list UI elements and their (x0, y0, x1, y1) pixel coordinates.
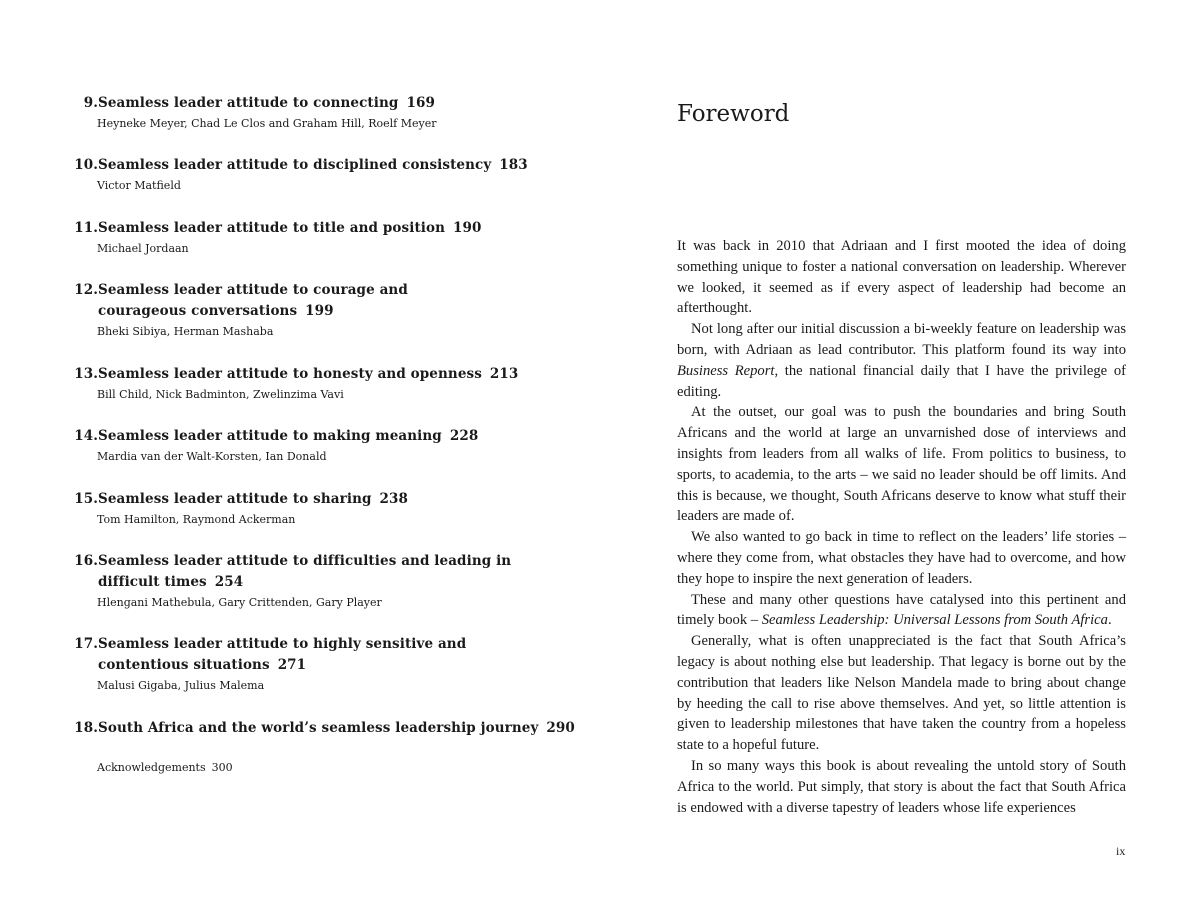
toc-entry-title (71, 218, 591, 239)
toc-entry-number: 18. (74, 720, 98, 736)
toc-entry-line-text: courageous conversations (98, 303, 298, 319)
toc-entry-line (98, 551, 511, 572)
toc-entry-names: Hlengani Mathebula, Gary Crittenden, Gary Player (97, 596, 382, 609)
toc-entry-names: Bheki Sibiya, Herman Mashaba (97, 325, 274, 338)
toc-entry-page: 183 (499, 157, 528, 173)
toc-entry-line-text: Seamless leader attitude to connecting (98, 95, 399, 111)
toc-entry-line-text: Seamless leader attitude to sharing (98, 491, 372, 507)
toc-entry-names: Heyneke Meyer, Chad Le Clos and Graham Hill, Roelf Meyer (97, 117, 437, 130)
foreword-paragraph (677, 631, 1126, 756)
toc-entry-number: 14. (74, 428, 98, 444)
toc-entry-line (98, 718, 575, 739)
toc-entry-text (98, 718, 575, 739)
toc-entry-names: Tom Hamilton, Raymond Ackerman (97, 513, 296, 526)
toc-entry-line (98, 572, 511, 593)
toc-entry-number: 11. (74, 220, 98, 236)
foreword-body (677, 236, 1126, 818)
toc-entry-names: Victor Matfield (97, 179, 181, 192)
paragraph-text: Generally, what is often unappreciated is the fact that South Africa’s legacy is about nothing else but leadership. That legacy is borne out by the contribution that leaders like Nelson Mandela made to bring about change by heeding the call to rise above themselves. And yet, so little attention is given to leadership milestones that have taken the country from a hopeless state to a hopeful future. (677, 633, 1126, 754)
toc-entry-page: 190 (453, 220, 482, 236)
toc-entry-names: Michael Jordaan (97, 242, 189, 255)
foreword-paragraph (677, 319, 1126, 402)
toc-entry-page: 238 (379, 491, 409, 507)
toc-entry-line-text: contentious situations (98, 657, 270, 673)
toc-entry (71, 280, 591, 339)
toc-entry-title (71, 718, 591, 739)
foreword-page (598, 0, 1197, 917)
toc-entry-text (98, 364, 518, 385)
toc-entry (71, 718, 591, 739)
toc-entry-line (98, 218, 482, 239)
toc-entry-line (98, 155, 528, 176)
toc-entry (71, 489, 591, 527)
toc-entry (71, 426, 591, 464)
toc-entry-title (71, 155, 591, 176)
paragraph-text: It was back in 2010 that Adriaan and I first mooted the idea of doing something unique to foster a national conversation on leadership. Wherever we looked, it seemed as if every aspect of leadership had become an afterthought. (677, 238, 1126, 317)
toc-entry-number: 16. (74, 553, 98, 569)
toc-entry-title (71, 364, 591, 385)
toc-entry (71, 155, 591, 193)
foreword-heading: Foreword (677, 101, 790, 127)
acknowledgements-page: 300 (211, 761, 233, 774)
toc-entry-line-text: Seamless leader attitude to highly sensitive and (98, 636, 467, 652)
toc-entry (71, 93, 591, 131)
toc-entry-names: Mardia van der Walt-Korsten, Ian Donald (97, 450, 327, 463)
foreword-paragraph (677, 756, 1126, 818)
acknowledgements-entry (97, 760, 233, 775)
paragraph-text: , the national financial daily that I have the privilege of editing. (677, 362, 1126, 400)
toc-entry-text (98, 93, 435, 114)
toc-entry-line-text: South Africa and the world’s seamless leadership journey (98, 720, 539, 736)
toc-entry-line-text: Seamless leader attitude to honesty and openness (98, 366, 482, 382)
paragraph-text: . (1107, 612, 1112, 629)
toc-entry-page: 254 (214, 574, 244, 590)
toc-entry-text (98, 280, 408, 322)
toc-entry-number: 12. (74, 282, 98, 298)
italic-title: Business Report (677, 362, 775, 379)
toc-entry-names: Malusi Gigaba, Julius Malema (97, 679, 265, 692)
toc-entry-line-text: Seamless leader attitude to courage and (98, 282, 408, 298)
italic-title: Seamless Leadership: Universal Lessons from South Africa (761, 612, 1108, 629)
page-number: ix (1116, 844, 1126, 858)
toc-entry-number: 17. (74, 636, 98, 652)
toc-entry-number: 10. (74, 157, 98, 173)
toc-entry-line (98, 634, 466, 655)
toc-entry-line (98, 301, 408, 322)
toc-entry-title (71, 93, 591, 114)
toc-entry-page: 290 (546, 720, 575, 736)
toc-entry-page: 213 (489, 366, 519, 382)
toc-entry-text (98, 489, 408, 510)
paragraph-text: In so many ways this book is about revealing the untold story of South Africa to the world. Put simply, that story is about the fact that South Africa is endowed with a diverse tapestry of leaders whose life experiences (677, 757, 1126, 816)
toc-entry-title (71, 551, 591, 593)
toc-entry-names: Bill Child, Nick Badminton, Zwelinzima Vavi (97, 388, 344, 401)
toc-entry-number: 9. (83, 95, 98, 111)
toc-entry (71, 551, 591, 610)
acknowledgements-label: Acknowledgements (97, 761, 206, 774)
toc-entry-title (71, 634, 591, 676)
toc-entry-line (98, 364, 518, 385)
toc-entry-line-text: Seamless leader attitude to making meaning (98, 428, 442, 444)
paragraph-text: These and many other questions have catalysed into this pertinent and timely book – (677, 591, 1126, 629)
foreword-paragraph (677, 236, 1126, 319)
foreword-paragraph (677, 402, 1126, 527)
toc-entry-text (98, 426, 478, 447)
toc-entry-line-text: Seamless leader attitude to disciplined consistency (98, 157, 492, 173)
toc-entry-line (98, 489, 408, 510)
toc-entry-line-text: difficult times (98, 574, 207, 590)
toc-entry (71, 634, 591, 693)
toc-entry-title (71, 489, 591, 510)
toc-entry-page: 169 (406, 95, 435, 111)
toc-entry-text (98, 155, 528, 176)
toc-entry-line (98, 93, 435, 114)
toc-entry-text (98, 218, 482, 239)
foreword-paragraph (677, 590, 1126, 632)
toc-entry-title (71, 426, 591, 447)
toc-entry-line-text: Seamless leader attitude to difficulties and leading in (98, 553, 512, 569)
toc-entry-line (98, 280, 408, 301)
toc-entry-line (98, 426, 478, 447)
toc-entry-page: 271 (277, 657, 307, 673)
toc-entry-page: 199 (305, 303, 334, 319)
toc-entry (71, 364, 591, 402)
toc-entry-number: 13. (74, 366, 98, 382)
toc-entry-text (98, 551, 511, 593)
toc-entry-line (98, 655, 466, 676)
toc-entry-number: 15. (74, 491, 98, 507)
toc-entry-line-text: Seamless leader attitude to title and position (98, 220, 446, 236)
toc-entry (71, 218, 591, 256)
toc-page (0, 0, 598, 917)
toc-entry-text (98, 634, 466, 676)
toc-entry-page: 228 (449, 428, 479, 444)
paragraph-text: At the outset, our goal was to push the boundaries and bring South Africans and the world at large an unvarnished dose of interviews and insights from leaders from all walks of life. From politics to business, to sports, to academia, to the arts – we said no leader should be off limits. And this is because, we thought, South Africans deserve to know what stuff their leaders are made of. (677, 404, 1126, 525)
foreword-paragraph (677, 527, 1126, 589)
paragraph-text: Not long after our initial discussion a bi-weekly feature on leadership was born, with Adriaan as lead contributor. This platform found its way into (677, 321, 1126, 358)
paragraph-text: We also wanted to go back in time to reflect on the leaders’ life stories – where they come from, what obstacles they have had to overcome, and how they hope to inspire the next generation of leaders. (677, 529, 1126, 587)
toc-entry-title (71, 280, 591, 322)
